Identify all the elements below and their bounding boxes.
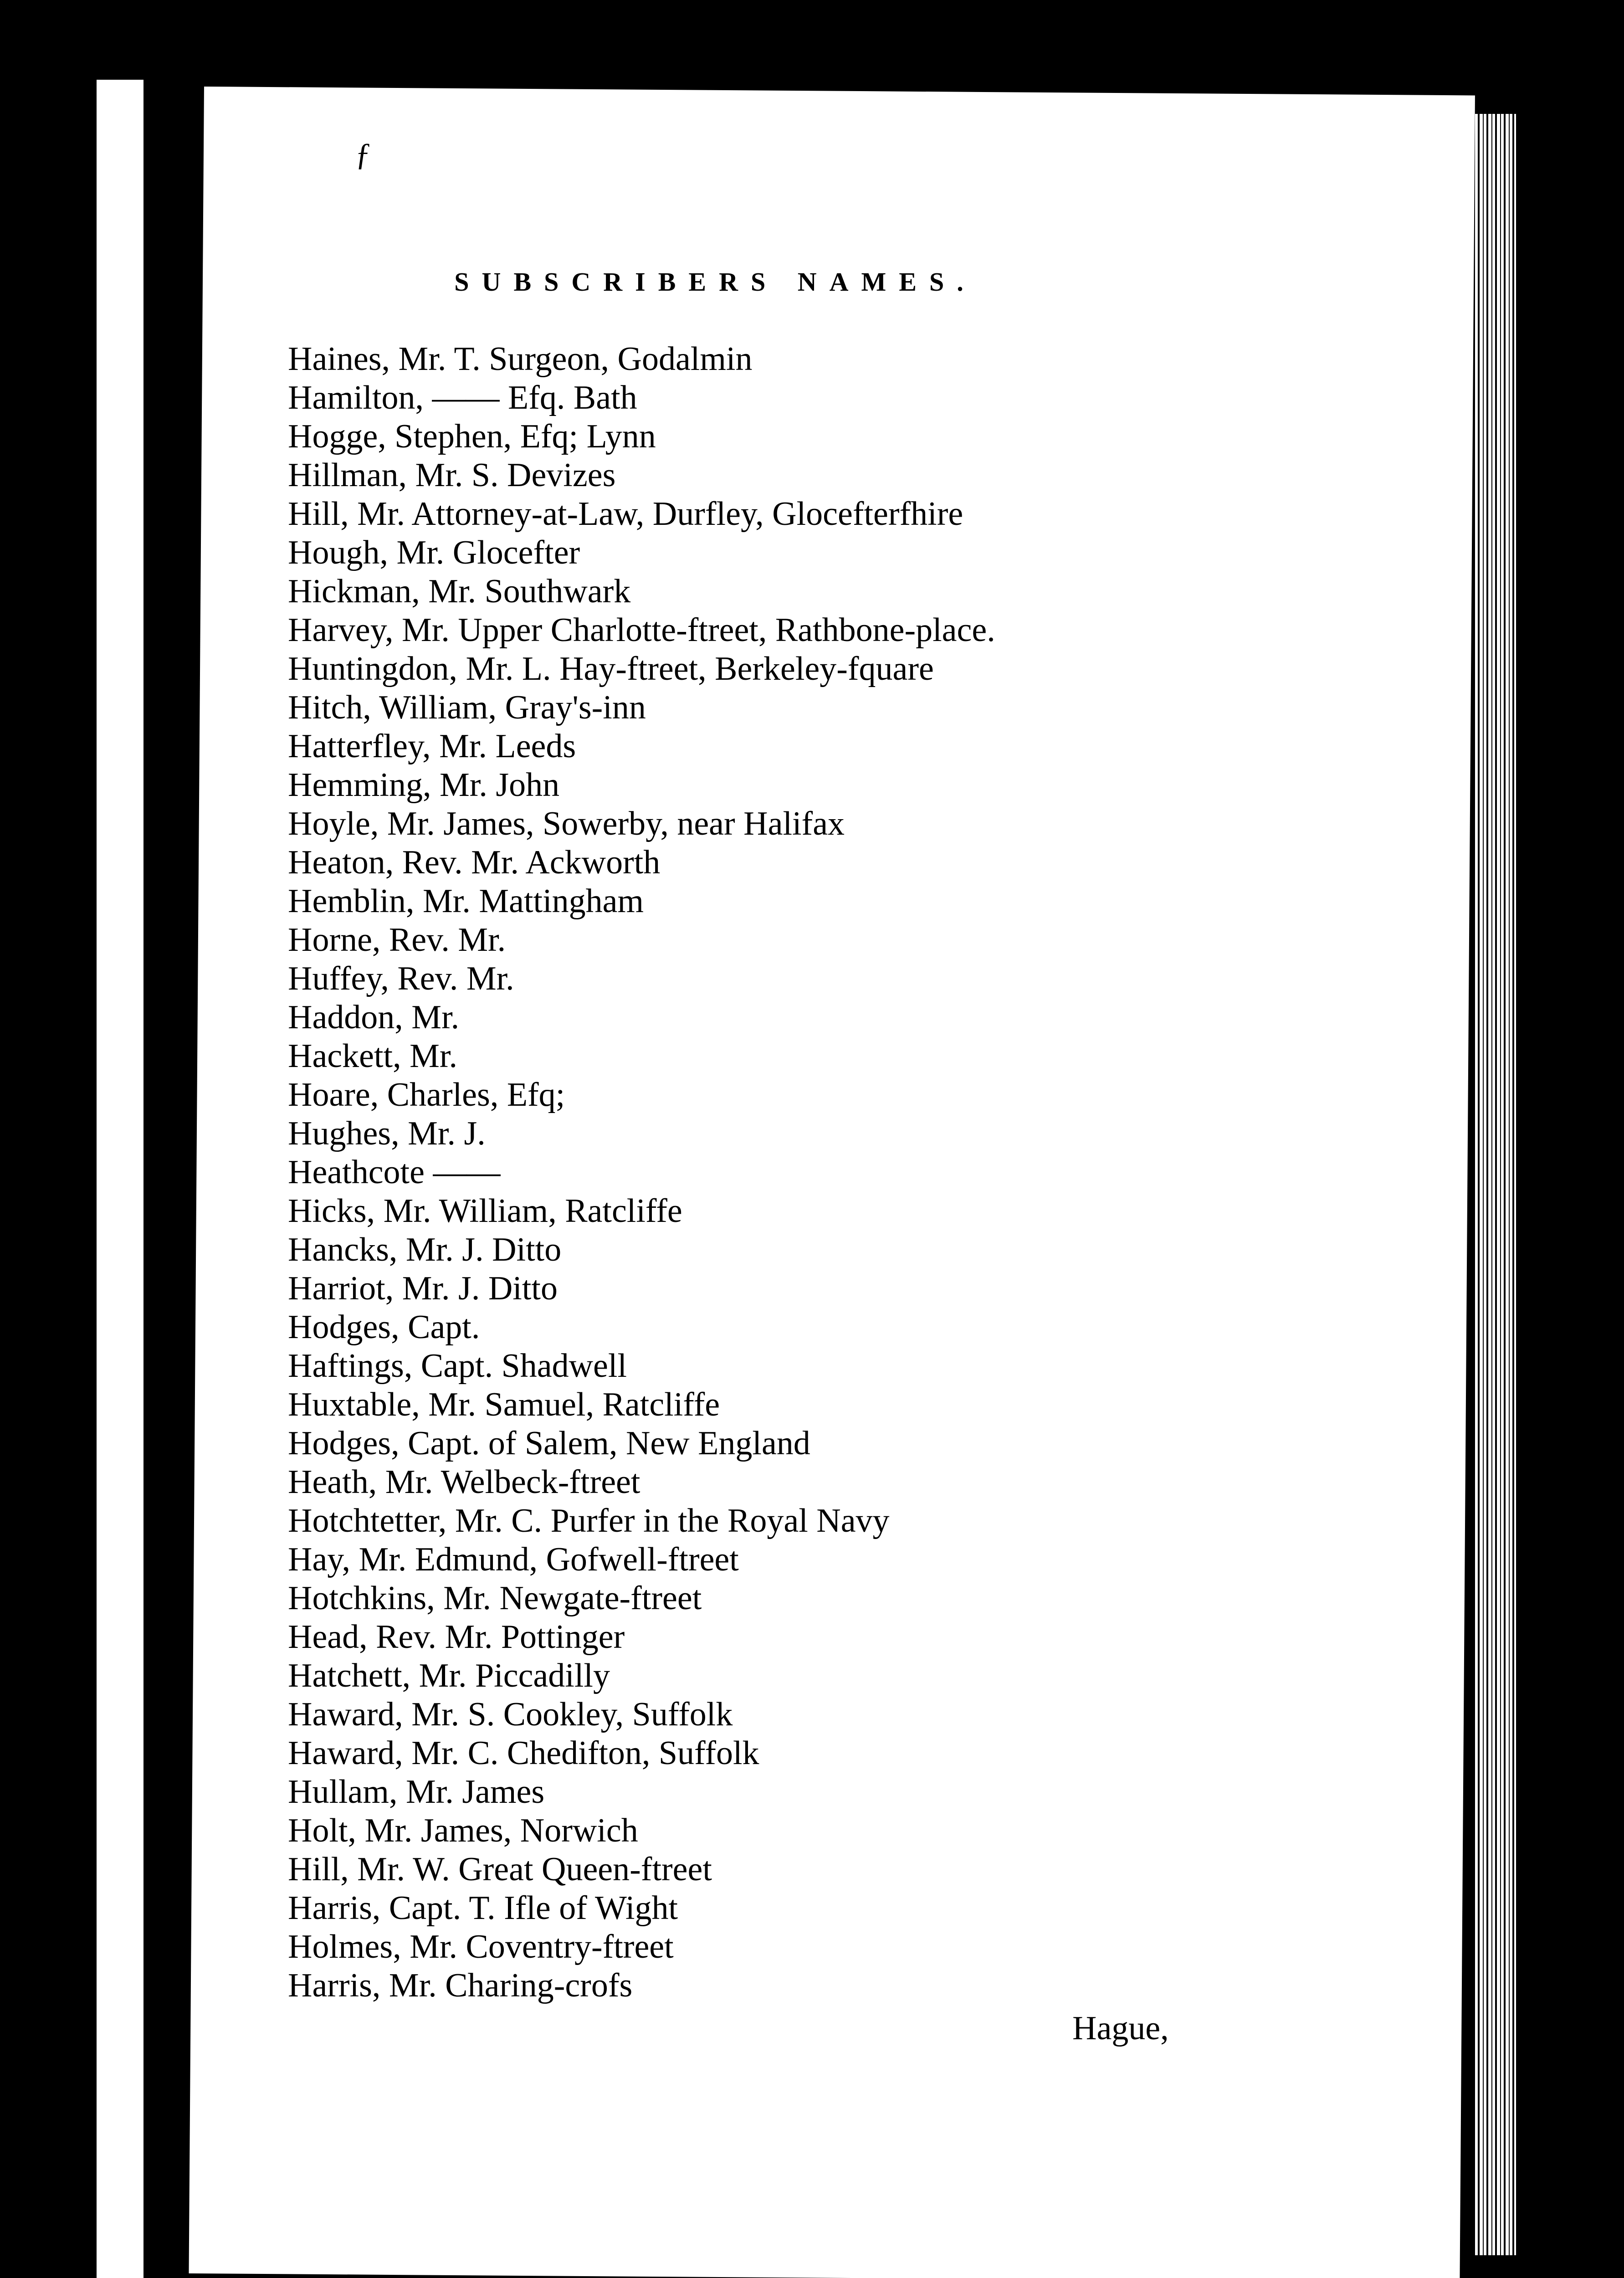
subscriber-entry: Haddon, Mr. <box>288 999 460 1036</box>
subscriber-entry: Harvey, Mr. Upper Charlotte-ftreet, Rathbone-place. <box>288 611 995 649</box>
subscriber-entry: Hoyle, Mr. James, Sowerby, near Halifax <box>288 805 845 842</box>
subscriber-entry: Hough, Mr. Glocefter <box>288 534 580 571</box>
subscriber-entry: Haward, Mr. S. Cookley, Suffolk <box>288 1696 733 1733</box>
subscriber-entry: Head, Rev. Mr. Pottinger <box>288 1618 625 1656</box>
subscriber-entry: Hillman, Mr. S. Devizes <box>288 457 616 494</box>
subscriber-list <box>288 340 995 2005</box>
catchword: Hague, <box>1072 2010 1169 2047</box>
subscriber-entry: Horne, Rev. Mr. <box>288 921 506 959</box>
subscriber-entry: Huffey, Rev. Mr. <box>288 960 514 997</box>
subscriber-entry: Hill, Mr. W. Great Queen-ftreet <box>288 1851 712 1888</box>
subscriber-entry: Hicks, Mr. William, Ratcliffe <box>288 1192 682 1230</box>
page-edge <box>1475 114 1516 2255</box>
subscriber-entry: Hotchtetter, Mr. C. Purfer in the Royal Navy <box>288 1502 890 1539</box>
subscriber-entry: Hoare, Charles, Efq; <box>288 1076 565 1113</box>
subscriber-entry: Hitch, William, Gray's-inn <box>288 689 646 726</box>
subscriber-entry: Hamilton, —— Efq. Bath <box>288 379 637 416</box>
subscriber-entry: Hatterfley, Mr. Leeds <box>288 728 576 765</box>
subscriber-entry: Huxtable, Mr. Samuel, Ratcliffe <box>288 1386 720 1423</box>
subscriber-entry: Hickman, Mr. Southwark <box>288 573 631 610</box>
subscriber-entry: Haines, Mr. T. Surgeon, Godalmin <box>288 340 753 378</box>
subscriber-entry: Hotchkins, Mr. Newgate-ftreet <box>288 1580 702 1617</box>
subscriber-entry: Hill, Mr. Attorney-at-Law, Durfley, Glocefterfhire <box>288 495 963 533</box>
subscriber-entry: Hughes, Mr. J. <box>288 1115 486 1152</box>
subscriber-entry: Hullam, Mr. James <box>288 1773 545 1811</box>
subscriber-entry: Heath, Mr. Welbeck-ftreet <box>288 1463 640 1501</box>
subscriber-entry: Hogge, Stephen, Efq; Lynn <box>288 418 656 455</box>
subscriber-entry: Heathcote —— <box>288 1154 501 1191</box>
subscriber-entry: Hackett, Mr. <box>288 1037 457 1075</box>
subscriber-entry: Harriot, Mr. J. Ditto <box>288 1270 558 1307</box>
subscriber-entry: Hemming, Mr. John <box>288 766 560 804</box>
subscriber-entry: Hodges, Capt. of Salem, New England <box>288 1425 810 1462</box>
subscriber-entry: Haftings, Capt. Shadwell <box>288 1347 627 1385</box>
subscriber-entry: Huntingdon, Mr. L. Hay-ftreet, Berkeley-fquare <box>288 650 934 688</box>
subscriber-entry: Hodges, Capt. <box>288 1308 480 1346</box>
subscriber-entry: Hatchett, Mr. Piccadilly <box>288 1657 610 1694</box>
subscriber-entry: Heaton, Rev. Mr. Ackworth <box>288 844 661 881</box>
left-margin-strip <box>97 80 143 2278</box>
subscriber-entry: Hay, Mr. Edmund, Gofwell-ftreet <box>288 1541 739 1578</box>
subscriber-entry: Hemblin, Mr. Mattingham <box>288 882 644 920</box>
subscriber-entry: Hancks, Mr. J. Ditto <box>288 1231 562 1268</box>
subscriber-entry: Harris, Capt. T. Ifle of Wight <box>288 1889 678 1927</box>
running-head: SUBSCRIBERS NAMES. <box>454 267 976 297</box>
ink-mark: ƒ <box>355 137 371 172</box>
subscriber-entry: Haward, Mr. C. Chedifton, Suffolk <box>288 1734 759 1772</box>
subscriber-entry: Holmes, Mr. Coventry-ftreet <box>288 1928 674 1965</box>
subscriber-entry: Holt, Mr. James, Norwich <box>288 1812 638 1849</box>
subscriber-entry: Harris, Mr. Charing-crofs <box>288 1967 633 2004</box>
